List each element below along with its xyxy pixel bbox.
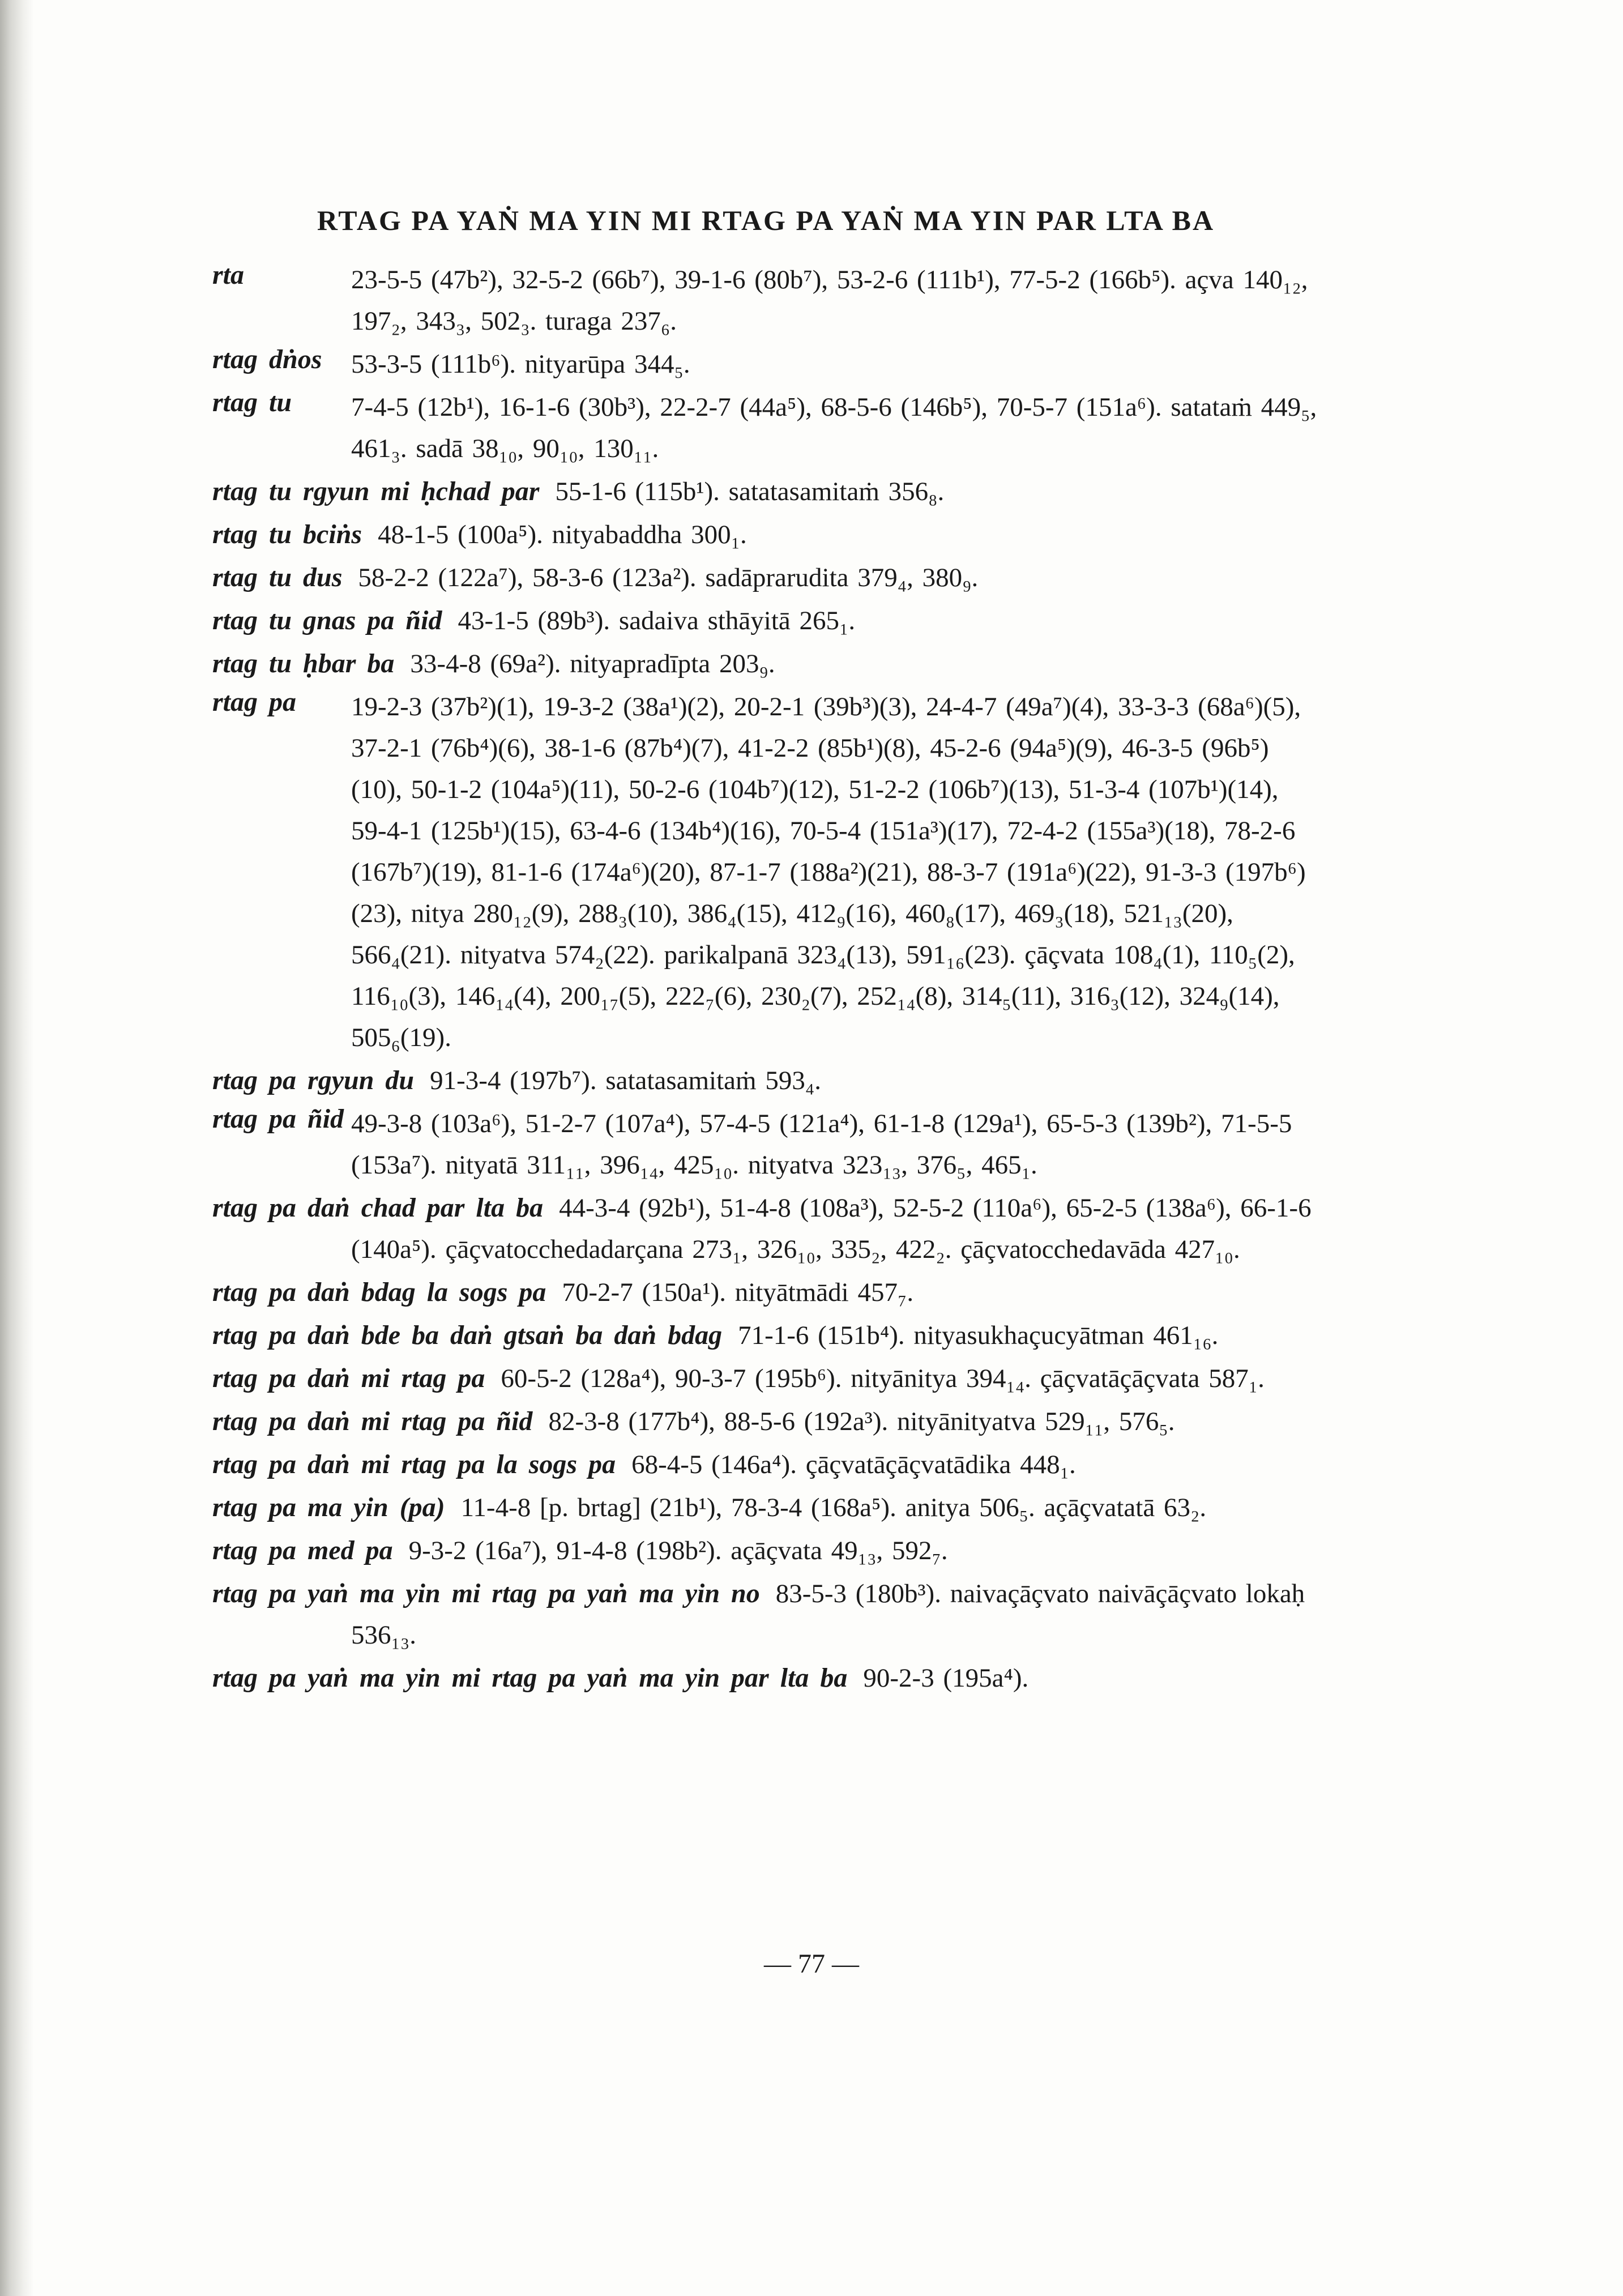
entry-term: rtag pa med pa [212, 1535, 393, 1565]
entry-text: 23-5-5 (47b²), 32-5-2 (66b⁷), 39-1-6 (80b⁷), 53-2-6 (111b¹), 77-5-2 (166b⁵). açva 140₁₂, 197₂, 343₃, 502₃. turaga 237₆. [351, 265, 1317, 336]
entry-term: rtag pa daṅ chad par lta ba [212, 1193, 544, 1223]
entry-term: rtag pa daṅ bdag la sogs pa [212, 1277, 546, 1307]
entry-text: 58-2-2 (122a⁷), 58-3-6 (123a²). sadāprarudita 379₄, 380₉. [358, 563, 979, 592]
entry-10 [212, 1103, 1319, 1186]
entry-text: 82-3-8 (177b⁴), 88-5-6 (192a³). nityānityatva 529₁₁, 576₅. [548, 1407, 1175, 1436]
entry-text: 70-2-7 (150a¹). nityātmādi 457₇. [562, 1278, 914, 1307]
entry-7 [212, 643, 1319, 685]
entry-term: rtag tu ḥbar ba [212, 648, 395, 678]
entry-term: rtag pa [212, 687, 297, 717]
entry-text: 68-4-5 (146a⁴). çāçvatāçāçvatādika 448₁. [631, 1450, 1076, 1479]
entry-6 [212, 600, 1319, 642]
entry-term: rtag pa daṅ bde ba daṅ gtsaṅ ba daṅ bdag [212, 1320, 723, 1350]
entry-term: rtag pa ma yin (pa) [212, 1492, 445, 1522]
entry-text: 53-3-5 (111b⁶). nityarūpa 344₅. [351, 349, 690, 379]
entry-15 [212, 1401, 1319, 1443]
entry-term: rtag tu dus [212, 562, 343, 592]
entry-text: 83-5-3 (180b³). naivaçāçvato naivāçāçvato lokaḥ 536₁₃. [351, 1579, 1314, 1650]
entry-text: 44-3-4 (92b¹), 51-4-8 (108a³), 52-5-2 (110a⁶), 65-2-5 (138a⁶), 66-1-6 (140a⁵). çāçvatocchedadarçana 273₁, 326₁₀, 335₂, 422₂. çāçvatocchedavāda 427₁₀. [351, 1193, 1321, 1264]
entry-16 [212, 1444, 1319, 1486]
entry-text: 71-1-6 (151b⁴). nityasukhaçucyātman 461₁₆. [738, 1321, 1219, 1350]
entry-12 [212, 1272, 1319, 1313]
entry-19 [212, 1573, 1319, 1656]
entry-term: rtag pa yaṅ ma yin mi rtag pa yaṅ ma yin no [212, 1578, 760, 1608]
entry-term: rtag tu gnas pa ñid [212, 605, 442, 635]
page-number: — 77 — [764, 1949, 859, 1979]
entry-term: rtag pa rgyun du [212, 1065, 415, 1095]
entry-3 [212, 471, 1319, 513]
entry-text: 43-1-5 (89b³). sadaiva sthāyitā 265₁. [458, 606, 856, 635]
entry-5 [212, 557, 1319, 599]
entry-11 [212, 1188, 1319, 1270]
entry-2 [212, 387, 1326, 470]
entry-text: 33-4-8 (69a²). nityapradīpta 203₉. [410, 649, 775, 678]
entry-text: 48-1-5 (100a⁵). nityabaddha 300₁. [378, 520, 747, 549]
entry-text: 9-3-2 (16a⁷), 91-4-8 (198b²). açāçvata 49₁₃, 592₇. [408, 1536, 948, 1565]
entry-term: rtag pa yaṅ ma yin mi rtag pa yaṅ ma yin par lta ba [212, 1663, 848, 1693]
entry-20 [212, 1658, 1319, 1699]
entry-4 [212, 514, 1319, 556]
entry-17 [212, 1487, 1319, 1529]
entry-13 [212, 1315, 1319, 1356]
entry-term: rtag dṅos [212, 344, 322, 374]
entry-term: rtag pa daṅ mi rtag pa ñid [212, 1406, 533, 1436]
entry-text: 90-2-3 (195a⁴). [863, 1663, 1029, 1693]
entry-text: 19-2-3 (37b²)(1), 19-3-2 (38a¹)(2), 20-2-1 (39b³)(3), 24-4-7 (49a⁷)(4), 33-3-3 (68a⁶)(5), 37-2-1 (76b⁴)(6), 38-1-6 (87b⁴)(7), 41-2-2 (85b¹)(8), 45-2-6 (94a⁵)(9), 46-3-5 (96b⁵)(10), 50-1-2 (104a⁵)(11), 50-2-6 (104b⁷)(12), 51-2-2 (106b⁷)(13), 51-3-4 (107b¹)(14), 59-4-1 (125b¹)(15), 63-4-6 (134b⁴)(16), 70-5-4 (151a³)(17), 72-4-2 (155a³)(18), 78-2-6 (167b⁷)(19), 81-1-6 (174a⁶)(20), 87-1-7 (188a²)(21), 88-3-7 (191a⁶)(22), 91-3-3 (197b⁶)(23), nitya 280₁₂(9), 288₃(10), 386₄(15), 412₉(16), 460₈(17), 469₃(18), 521₁₃(20), 566₄(21). nityatva 574₂(22). parikalpanā 323₄(13), 591₁₆(23). çāçvata 108₄(1), 110₅(2), 116₁₀(3), 146₁₄(4), 200₁₇(5), 222₇(6), 230₂(7), 252₁₄(8), 314₅(11), 316₃(12), 324₉(14), 505₆(19). [351, 692, 1310, 1052]
entry-term: rtag pa ñid [212, 1104, 344, 1134]
entry-text: 91-3-4 (197b⁷). satatasamitaṁ 593₄. [430, 1066, 821, 1095]
entry-18 [212, 1530, 1319, 1572]
entry-0 [212, 259, 1319, 342]
entry-text: 7-4-5 (12b¹), 16-1-6 (30b³), 22-2-7 (44a⁵), 68-5-6 (146b⁵), 70-5-7 (151a⁶). satataṁ 449₅, 461₃. sadā 38₁₀, 90₁₀, 130₁₁. [351, 392, 1326, 463]
entry-9 [212, 1060, 1319, 1102]
entry-text: 11-4-8 [p. brtag] (21b¹), 78-3-4 (168a⁵). anitya 506₅. açāçvatatā 63₂. [460, 1493, 1207, 1522]
entry-1 [212, 344, 1319, 385]
entry-text: 55-1-6 (115b¹). satatasamitaṁ 356₈. [555, 477, 945, 506]
entry-text: 60-5-2 (128a⁴), 90-3-7 (195b⁶). nityānitya 394₁₄. çāçvatāçāçvata 587₁. [501, 1364, 1265, 1393]
page-header: RTAG PA YAṄ MA YIN MI RTAG PA YAṄ MA YIN PAR LTA BA [317, 204, 1215, 236]
entry-term: rtag pa daṅ mi rtag pa la sogs pa [212, 1449, 616, 1479]
entry-term: rtag tu bciṅs [212, 519, 362, 549]
entry-8 [212, 686, 1319, 1059]
entry-term: rtag pa daṅ mi rtag pa [212, 1363, 485, 1393]
entry-14 [212, 1358, 1319, 1399]
dictionary-page [212, 204, 1326, 1701]
entry-text: 49-3-8 (103a⁶), 51-2-7 (107a⁴), 57-4-5 (121a⁴), 61-1-8 (129a¹), 65-5-3 (139b²), 71-5-5 (153a⁷). nityatā 311₁₁, 396₁₄, 425₁₀. nityatva 323₁₃, 376₅, 465₁. [351, 1109, 1301, 1180]
entry-term: rtag tu [212, 387, 292, 417]
entry-term: rtag tu rgyun mi ḥchad par [212, 476, 540, 506]
entry-term: rta [212, 260, 245, 290]
